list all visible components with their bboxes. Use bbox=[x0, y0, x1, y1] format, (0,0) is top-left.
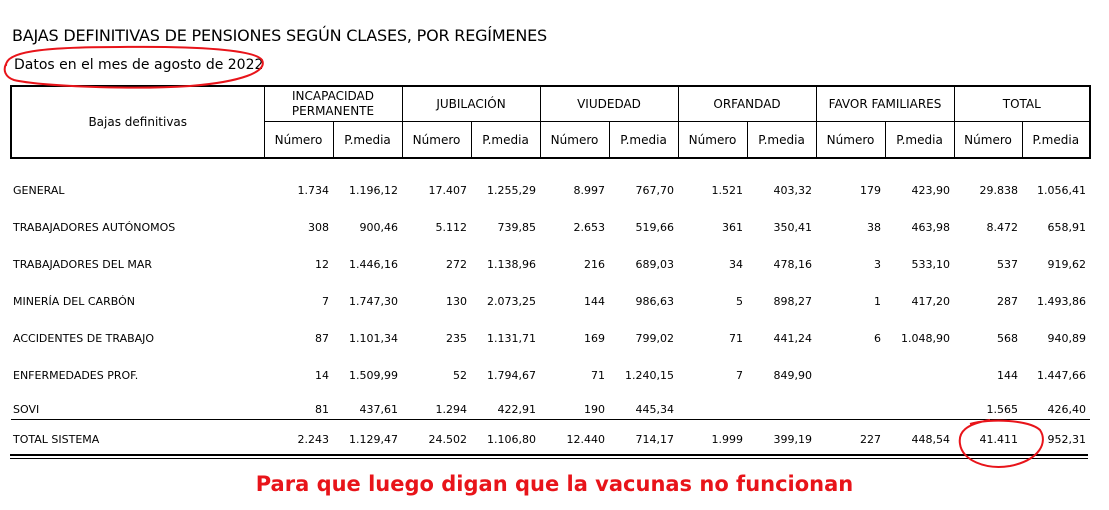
cell: 81 bbox=[315, 403, 329, 416]
cell: 179 bbox=[860, 184, 882, 197]
table-bottom-rule bbox=[10, 458, 1088, 459]
cell: 1.294 bbox=[435, 403, 468, 416]
cell: 350,41 bbox=[773, 221, 813, 234]
cell bbox=[747, 394, 816, 420]
cell: 5.112 bbox=[435, 221, 468, 234]
row-label: MINERÍA DEL CARBÓN bbox=[13, 295, 135, 308]
cell: 445,34 bbox=[635, 403, 675, 416]
cell: 1 bbox=[874, 295, 882, 308]
cell: 1.521 bbox=[711, 184, 744, 197]
cell: 1.493,86 bbox=[1037, 295, 1087, 308]
cell: 29.838 bbox=[979, 184, 1019, 197]
cell: 71 bbox=[729, 332, 744, 345]
cell: 422,91 bbox=[497, 403, 537, 416]
cell: 7 bbox=[322, 295, 329, 308]
table-header bbox=[11, 86, 1090, 158]
cell: 17.407 bbox=[428, 184, 468, 197]
cell: 361 bbox=[722, 221, 744, 234]
cell: 52 bbox=[453, 369, 468, 382]
cell: 1.565 bbox=[986, 403, 1019, 416]
cell: 1.255,29 bbox=[487, 184, 537, 197]
cell: 2.653 bbox=[573, 221, 606, 234]
cell: 919,62 bbox=[1047, 258, 1087, 271]
row-label: GENERAL bbox=[13, 184, 65, 197]
cell: 1.048,90 bbox=[901, 332, 951, 345]
cell: 1.196,12 bbox=[349, 184, 399, 197]
cell: 898,27 bbox=[773, 295, 813, 308]
table-bottom-rule bbox=[10, 454, 1088, 456]
table-row bbox=[11, 320, 1090, 357]
group-header: INCAPACIDAD PERMANENTE bbox=[264, 86, 402, 122]
cell: 739,85 bbox=[497, 221, 537, 234]
cell: 533,10 bbox=[911, 258, 951, 271]
subheader-pmedia: P.media bbox=[471, 122, 540, 159]
group-header: JUBILACIÓN bbox=[402, 86, 540, 122]
cell: 537 bbox=[997, 258, 1019, 271]
cell: 463,98 bbox=[911, 221, 951, 234]
cell: 1.138,96 bbox=[487, 258, 537, 271]
row-header: Bajas definitivas bbox=[11, 86, 264, 158]
cell: 1.106,80 bbox=[471, 420, 540, 459]
cell: 2.243 bbox=[264, 420, 333, 459]
subheader-pmedia: P.media bbox=[609, 122, 678, 159]
cell: 417,20 bbox=[911, 295, 951, 308]
cell: 144 bbox=[584, 295, 606, 308]
cell: 1.447,66 bbox=[1037, 369, 1087, 382]
cell: 1.131,71 bbox=[487, 332, 537, 345]
row-label: ENFERMEDADES PROF. bbox=[13, 369, 139, 382]
cell: 235 bbox=[446, 332, 468, 345]
cell: 399,19 bbox=[747, 420, 816, 459]
row-label: SOVI bbox=[13, 403, 40, 416]
report-subtitle: Datos en el mes de agosto de 2022 bbox=[14, 57, 264, 73]
cell: 3 bbox=[874, 258, 882, 271]
cell: 7 bbox=[736, 369, 744, 382]
cell: 8.997 bbox=[573, 184, 606, 197]
cell bbox=[885, 394, 954, 420]
pensions-table bbox=[10, 85, 1091, 458]
cell: 441,24 bbox=[773, 332, 813, 345]
cell: 658,91 bbox=[1047, 221, 1087, 234]
cell: 799,02 bbox=[635, 332, 675, 345]
subheader-pmedia: P.media bbox=[333, 122, 402, 159]
cell: 12.440 bbox=[540, 420, 609, 459]
cell: 8.472 bbox=[986, 221, 1019, 234]
cell: 2.073,25 bbox=[487, 295, 537, 308]
subheader-numero: Número bbox=[264, 122, 333, 159]
group-header: TOTAL bbox=[954, 86, 1090, 122]
table-row bbox=[11, 283, 1090, 320]
cell: 24.502 bbox=[402, 420, 471, 459]
subheader-numero: Número bbox=[954, 122, 1022, 159]
cell: 71 bbox=[591, 369, 606, 382]
table-row bbox=[11, 209, 1090, 246]
table-row bbox=[11, 246, 1090, 283]
cell: 849,90 bbox=[773, 369, 813, 382]
row-label: ACCIDENTES DE TRABAJO bbox=[13, 332, 155, 345]
cell: 169 bbox=[584, 332, 606, 345]
cell: 272 bbox=[446, 258, 468, 271]
row-label: TOTAL SISTEMA bbox=[11, 420, 264, 459]
cell: 767,70 bbox=[635, 184, 675, 197]
cell: 130 bbox=[446, 295, 468, 308]
cell: 1.240,15 bbox=[625, 369, 675, 382]
subheader-numero: Número bbox=[540, 122, 609, 159]
cell: 34 bbox=[729, 258, 744, 271]
cell bbox=[816, 357, 885, 394]
subheader-numero: Número bbox=[402, 122, 471, 159]
report-title: BAJAS DEFINITIVAS DE PENSIONES SEGÚN CLASES, POR REGÍMENES bbox=[12, 26, 547, 45]
cell: 1.747,30 bbox=[349, 295, 399, 308]
cell: 216 bbox=[584, 258, 606, 271]
subheader-numero: Número bbox=[816, 122, 885, 159]
cell: 308 bbox=[308, 221, 329, 234]
cell: 1.101,34 bbox=[349, 332, 399, 345]
protest-caption: Para que luego digan que la vacunas no funcionan bbox=[255, 472, 854, 496]
cell: 423,90 bbox=[911, 184, 951, 197]
table-row bbox=[11, 357, 1090, 394]
cell: 714,17 bbox=[609, 420, 678, 459]
cell: 952,31 bbox=[1022, 420, 1090, 459]
cell: 478,16 bbox=[773, 258, 813, 271]
cell: 519,66 bbox=[635, 221, 675, 234]
group-header: FAVOR FAMILIARES bbox=[816, 86, 954, 122]
subheader-pmedia: P.media bbox=[1022, 122, 1090, 159]
group-header: ORFANDAD bbox=[678, 86, 816, 122]
table-row bbox=[11, 394, 1090, 420]
table-row bbox=[11, 172, 1090, 209]
cell bbox=[678, 394, 747, 420]
subheader-numero: Número bbox=[678, 122, 747, 159]
cell: 1.446,16 bbox=[349, 258, 399, 271]
cell: 5 bbox=[736, 295, 744, 308]
cell: 426,40 bbox=[1047, 403, 1087, 416]
cell: 1.509,99 bbox=[349, 369, 399, 382]
cell: 437,61 bbox=[359, 403, 399, 416]
cell bbox=[885, 357, 954, 394]
subheader-pmedia: P.media bbox=[885, 122, 954, 159]
cell: 144 bbox=[997, 369, 1019, 382]
cell: 6 bbox=[874, 332, 882, 345]
cell: 41.411 bbox=[954, 420, 1022, 459]
cell: 448,54 bbox=[885, 420, 954, 459]
row-label: TRABAJADORES AUTÓNOMOS bbox=[13, 221, 176, 234]
table-body bbox=[11, 158, 1090, 458]
group-header: VIUDEDAD bbox=[540, 86, 678, 122]
cell: 12 bbox=[315, 258, 329, 271]
cell: 403,32 bbox=[773, 184, 813, 197]
cell: 287 bbox=[997, 295, 1019, 308]
cell: 1.129,47 bbox=[333, 420, 402, 459]
cell: 1.999 bbox=[678, 420, 747, 459]
cell: 1.794,67 bbox=[487, 369, 537, 382]
cell: 14 bbox=[315, 369, 329, 382]
row-label: TRABAJADORES DEL MAR bbox=[13, 258, 152, 271]
cell: 1.734 bbox=[297, 184, 329, 197]
total-row bbox=[11, 420, 1090, 459]
cell: 900,46 bbox=[359, 221, 399, 234]
cell: 689,03 bbox=[635, 258, 675, 271]
cell: 940,89 bbox=[1047, 332, 1087, 345]
cell: 38 bbox=[867, 221, 882, 234]
cell: 568 bbox=[997, 332, 1019, 345]
cell: 986,63 bbox=[635, 295, 675, 308]
cell: 87 bbox=[315, 332, 329, 345]
cell: 1.056,41 bbox=[1037, 184, 1087, 197]
cell: 190 bbox=[584, 403, 606, 416]
cell: 227 bbox=[816, 420, 885, 459]
subheader-pmedia: P.media bbox=[747, 122, 816, 159]
cell bbox=[816, 394, 885, 420]
